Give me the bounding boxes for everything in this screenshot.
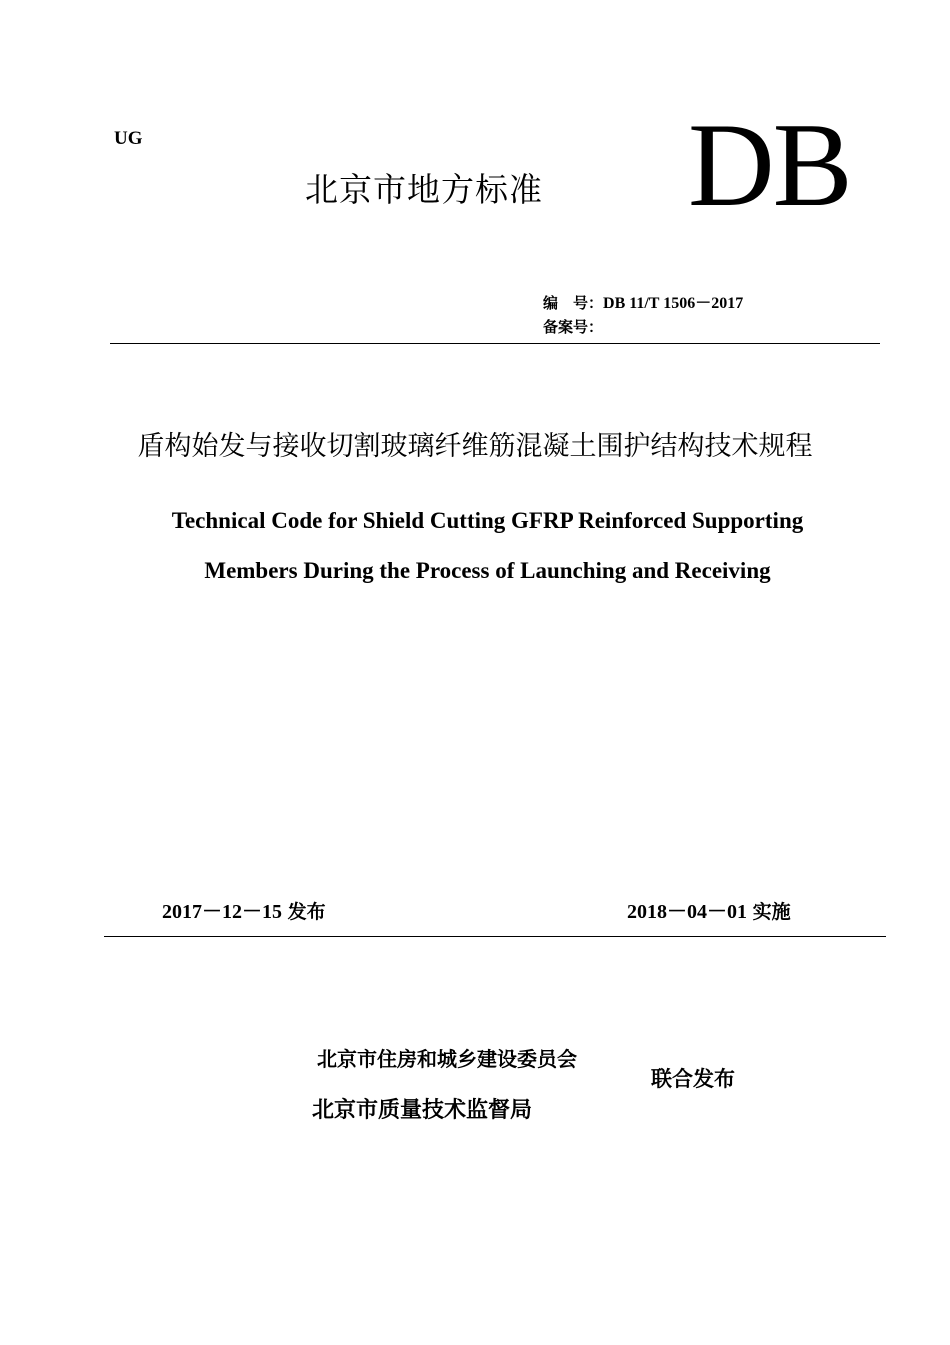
issue-date-value: 2017－12－15 [162, 901, 282, 923]
filing-number-label: 备案号： [543, 318, 604, 336]
issuer-quality-bureau: 北京市质量技术监督局 [312, 1098, 533, 1123]
ics-code: UG [114, 128, 143, 149]
implementation-date-word: 实施 [752, 901, 791, 923]
standard-number [543, 290, 743, 313]
top-divider [110, 343, 880, 344]
issue-date [162, 895, 326, 924]
document-title-chinese: 盾构始发与接收切割玻璃纤维筋混凝土围护结构技术规程 [137, 431, 813, 462]
standard-number-value: DB 11/T 1506－2017 [603, 295, 744, 312]
standard-number-label: 编 号： [543, 294, 604, 312]
implementation-date-value: 2018－04－01 [627, 901, 747, 923]
issuer-housing-commission: 北京市住房和城乡建设委员会 [317, 1047, 577, 1071]
implementation-date [627, 895, 791, 924]
bottom-divider [104, 936, 886, 937]
document-title-english-line-1: Technical Code for Shield Cutting GFRP Reinforced Supporting [171, 508, 804, 533]
filing-number [543, 316, 603, 337]
db-logo: DB [688, 98, 851, 231]
issue-date-word: 发布 [287, 901, 326, 923]
joint-issue-label: 联合发布 [651, 1067, 735, 1091]
standard-type-heading: 北京市地方标准 [305, 170, 543, 209]
document-title-english-line-2: Members During the Process of Launching and Receiving [204, 558, 771, 583]
